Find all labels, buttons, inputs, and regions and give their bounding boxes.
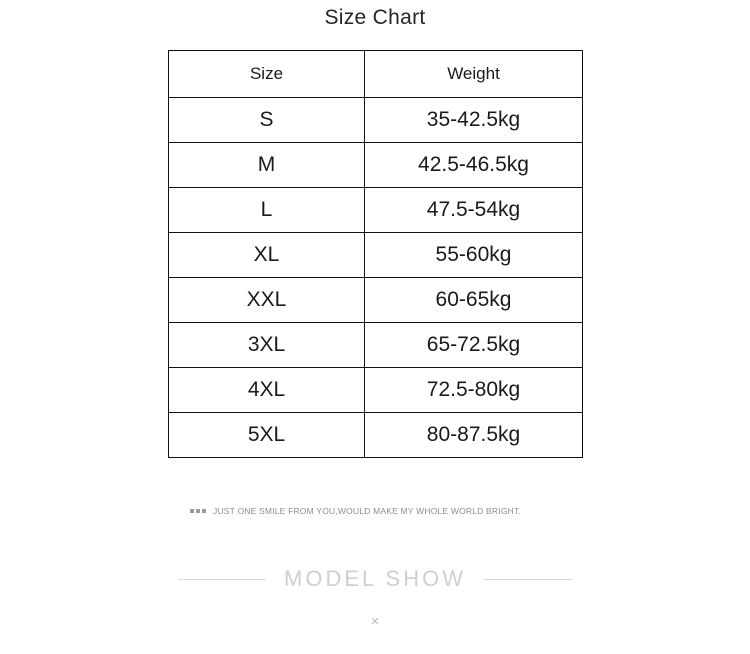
tagline <box>190 506 521 516</box>
column-header-size: Size <box>169 51 365 98</box>
model-show-divider <box>0 566 750 592</box>
table-row <box>169 143 583 188</box>
cell-weight: 65-72.5kg <box>365 323 583 368</box>
size-chart-table-container <box>168 50 582 458</box>
cell-size: 4XL <box>169 368 365 413</box>
divider-line-left <box>178 579 266 580</box>
cell-size: XL <box>169 233 365 278</box>
table-row <box>169 188 583 233</box>
cell-weight: 47.5-54kg <box>365 188 583 233</box>
cell-size: S <box>169 98 365 143</box>
cell-size: L <box>169 188 365 233</box>
cell-weight: 72.5-80kg <box>365 368 583 413</box>
cell-weight: 80-87.5kg <box>365 413 583 458</box>
cell-weight: 55-60kg <box>365 233 583 278</box>
size-chart-table <box>168 50 583 458</box>
table-row <box>169 98 583 143</box>
cell-weight: 42.5-46.5kg <box>365 143 583 188</box>
divider-line-right <box>484 579 572 580</box>
cell-size: M <box>169 143 365 188</box>
column-header-weight: Weight <box>365 51 583 98</box>
table-row <box>169 368 583 413</box>
table-row <box>169 233 583 278</box>
cell-size: 5XL <box>169 413 365 458</box>
square-bullets-icon <box>190 509 206 513</box>
table-row <box>169 323 583 368</box>
cell-weight: 60-65kg <box>365 278 583 323</box>
page-title: Size Chart <box>324 6 426 29</box>
table-row <box>169 278 583 323</box>
tagline-text: JUST ONE SMILE FROM YOU,WOULD MAKE MY WHOLE WORLD BRIGHT. <box>213 506 521 516</box>
cell-size: XXL <box>169 278 365 323</box>
close-icon: × <box>370 613 380 630</box>
table-row <box>169 413 583 458</box>
cell-size: 3XL <box>169 323 365 368</box>
table-header-row <box>169 51 583 98</box>
model-show-label: MODEL SHOW <box>284 566 466 591</box>
cell-weight: 35-42.5kg <box>365 98 583 143</box>
